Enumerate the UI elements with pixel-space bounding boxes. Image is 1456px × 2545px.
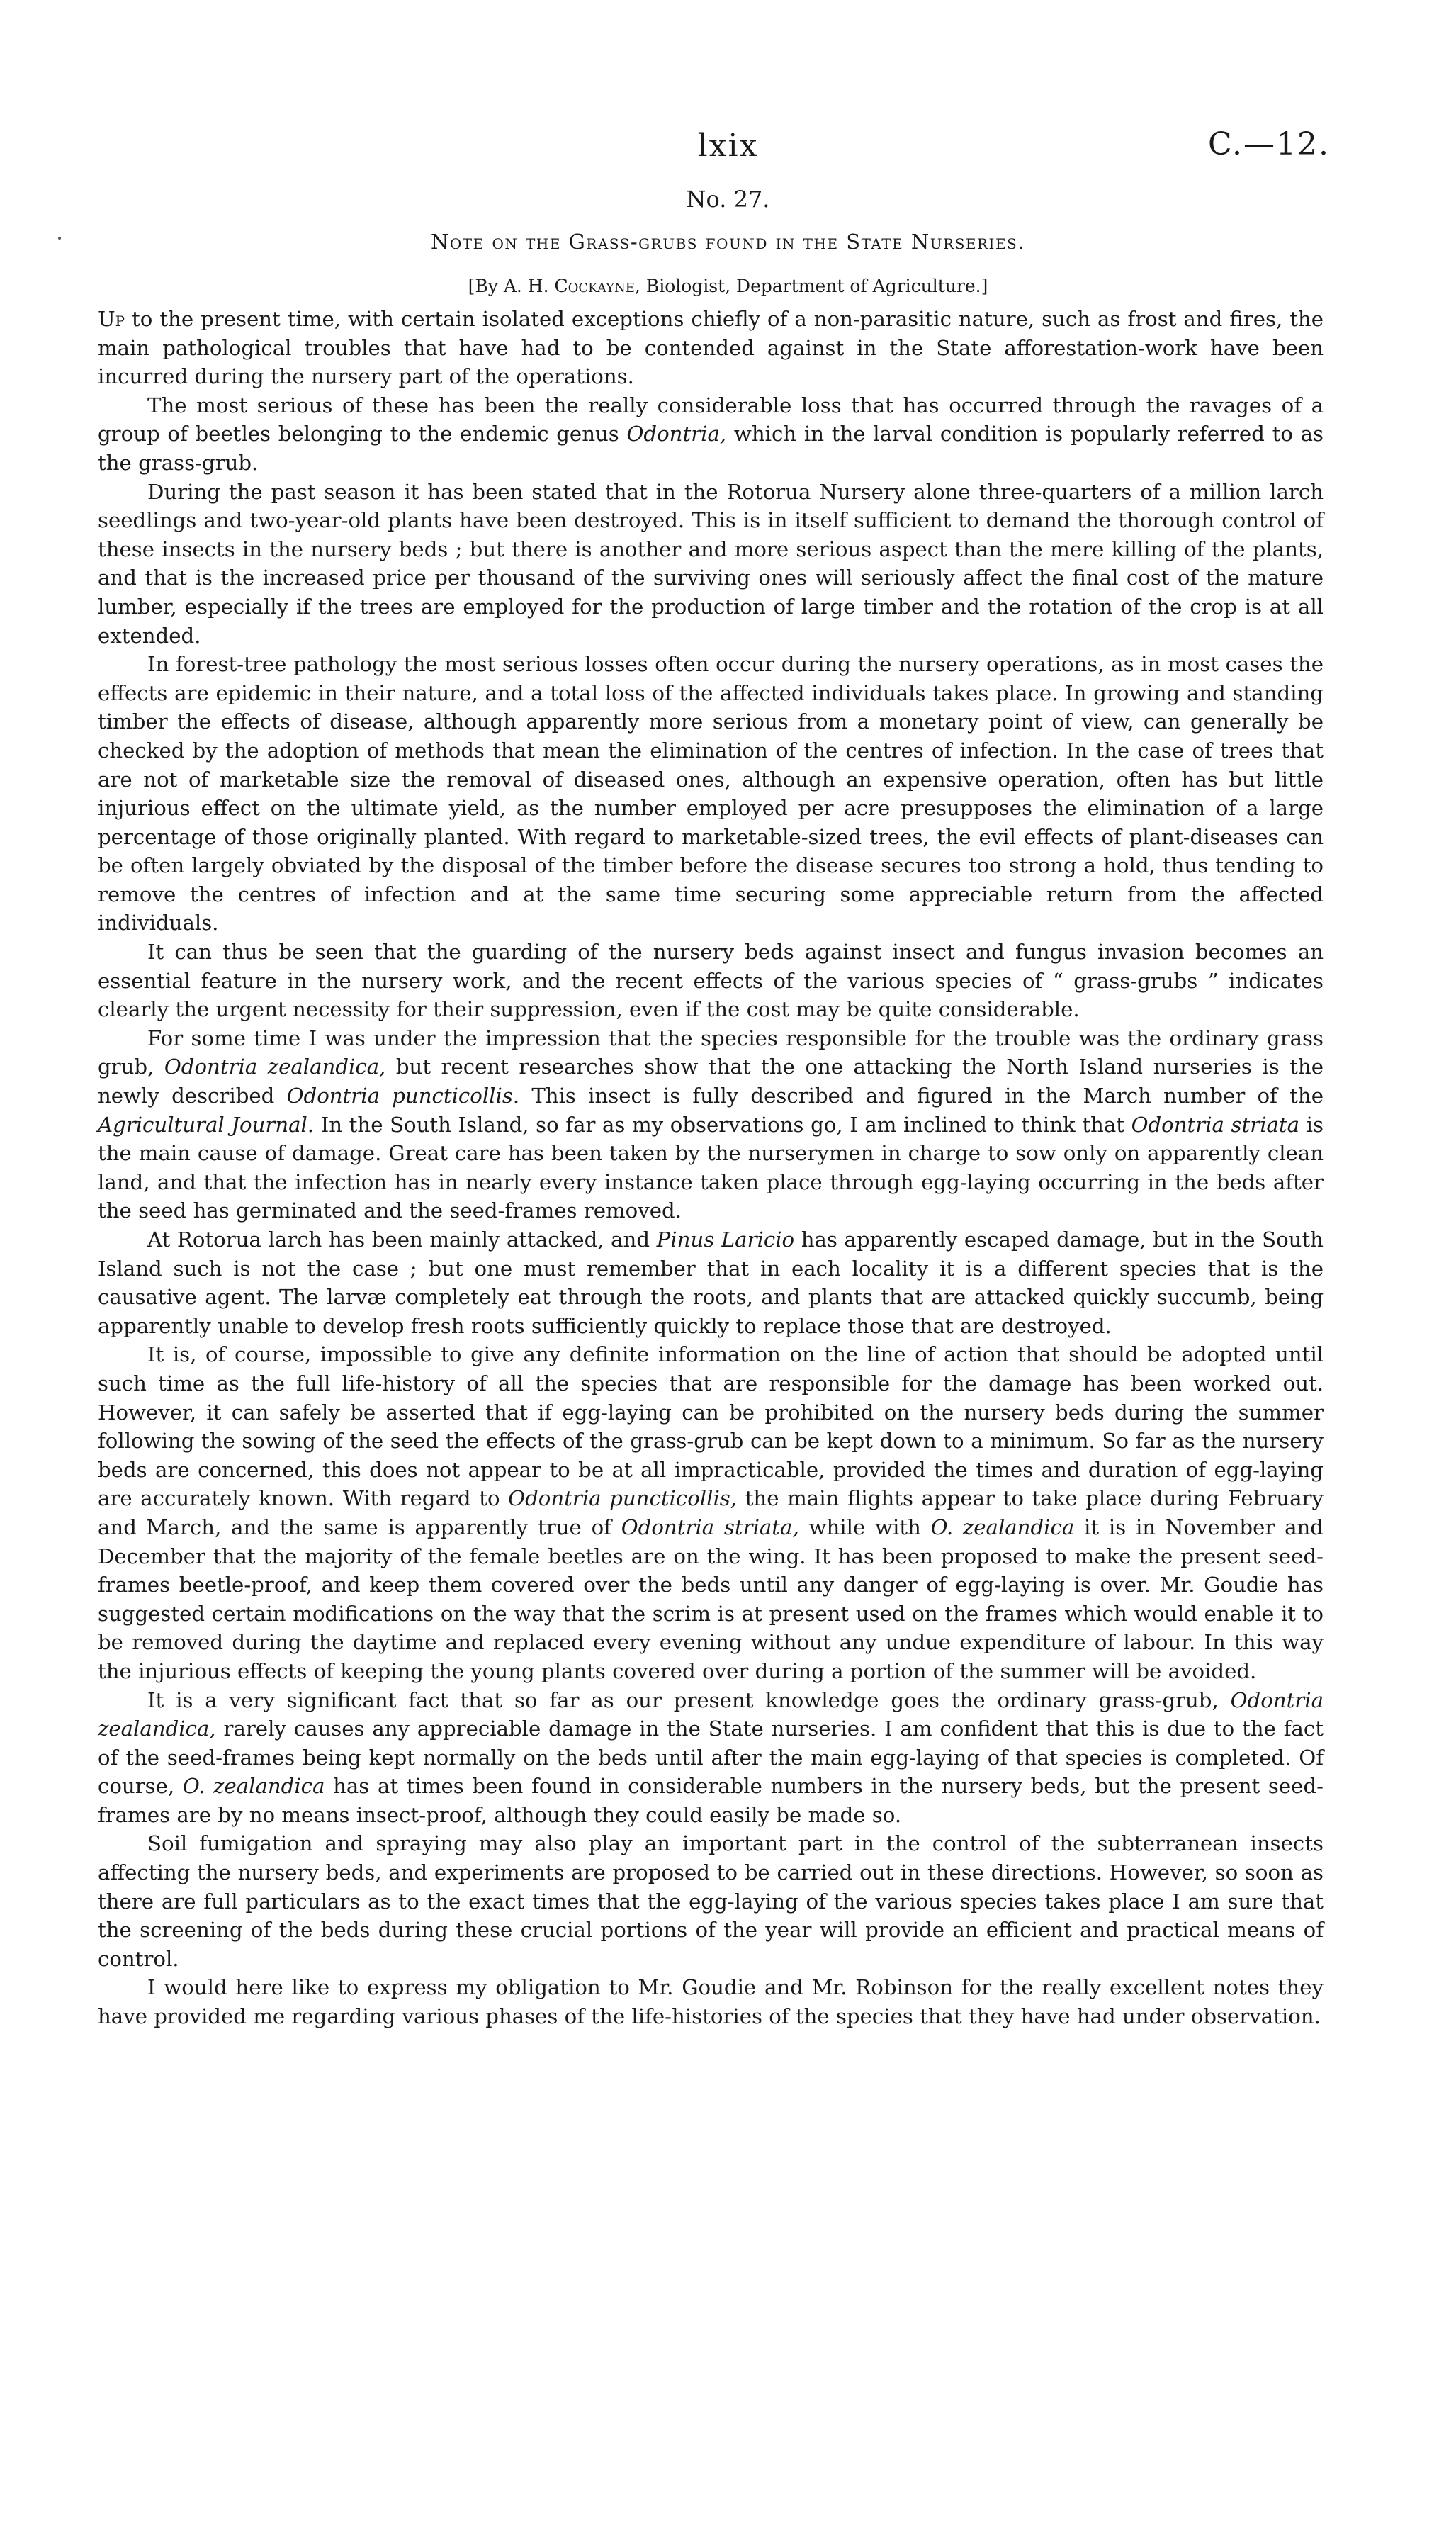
- paragraph-9: [98, 1686, 1324, 1830]
- paragraph-text: The most serious of these has been the really considerable loss that has occurred through the ravages of a group of beetles belonging to the endemic genus: [98, 393, 1324, 446]
- paragraph-11: I would here like to express my obligation to Mr. Goudie and Mr. Robinson for the really excellent notes they have provided me regarding various phases of the life-histories of the species that they have had under observation.: [98, 1975, 1324, 2029]
- paragraph-text: but recent researches show that the one attacking the North Island nurseries is the newly described: [98, 1055, 1324, 1108]
- byline-open: [By: [468, 276, 504, 296]
- italic-term: Odontria puncticollis.: [286, 1084, 520, 1108]
- italic-term: Odontria,: [626, 422, 727, 446]
- italic-term: Pinus Laricio: [656, 1227, 795, 1252]
- italic-term: O. zealandica: [930, 1515, 1075, 1539]
- paragraph-text: is the main cause of damage. Great care has been taken by the nurserymen in charge to sow only on apparently clean land, and that the infection has in nearly every instance taken place through egg-laying occurring in the beds after the seed has germinated and the seed-frames removed.: [98, 1112, 1324, 1223]
- paragraph-4: In forest-tree pathology the most serious losses often occur during the nursery operations, as in most cases the effects are epidemic in their nature, and a total loss of the affected individuals takes place. In growing and standing timber the effects of disease, although apparently more serious from a monetary point of view, can generally be checked by the adoption of methods that mean the elimination of the centres of infection. In the case of trees that are not of marketable size the removal of diseased ones, although an expensive operation, often has but little injurious effect on the ultimate yield, as the number employed per acre presupposes the elimination of a large percentage of those originally planted. With regard to marketable-sized trees, the evil effects of plant-diseases can be often largely obviated by the disposal of the timber before the disease secures too strong a hold, thus tending to remove the centres of infection and at the same time securing some appreciable return from the affected individuals.: [98, 652, 1324, 936]
- page-number: lxix: [697, 128, 759, 164]
- italic-term: Agricultural Journal.: [98, 1112, 315, 1137]
- paragraph-text: rarely causes any appreciable damage in the State nurseries. I am confident that this is due to the fact of the seed-frames being kept normally on the beds until after the main egg-laying of that species is completed. Of course,: [98, 1717, 1324, 1799]
- paragraph-1: [98, 305, 1324, 391]
- paragraph-text: At Rotorua larch has been mainly attacked, and: [147, 1227, 657, 1252]
- paragraph-10: Soil fumigation and spraying may also play an important part in the control of the subterranean insects affecting the nursery beds, and experiments are proposed to be carried out in these directions. However, so soon as there are full particulars as to the exact times that the egg-laying of the various species takes place I am sure that the screening of the beds during these crucial portions of the year will provide an efficient and practical means of control.: [98, 1831, 1324, 1971]
- italic-term: Odontria zealandica,: [164, 1055, 386, 1079]
- paragraph-2: [98, 391, 1324, 478]
- paragraph-text: has at times been found in considerable numbers in the nursery beds, but the present seed-frames are by no means insect-proof, although they could easily be made so.: [98, 1774, 1324, 1827]
- document-number: No. 27.: [686, 186, 770, 213]
- paragraph-text: In the South Island, so far as my observations go, I am inclined to think that: [314, 1112, 1131, 1137]
- paragraph-text: It is a very significant fact that so far as our present knowledge goes the ordinary grass-grub,: [147, 1687, 1231, 1712]
- paragraph-6: [98, 1024, 1324, 1225]
- paragraph-text: which in the larval condition is popularly referred to as the grass-grub.: [98, 422, 1324, 475]
- paragraph-text: to the present time, with certain isolated exceptions chiefly of a non-parasitic nature, such as frost and fires, the main pathological troubles that have had to be contended against in the State afforestation-work have been incurred during the nursery part of the operations.: [98, 307, 1324, 389]
- italic-term: O. zealandica: [182, 1774, 325, 1799]
- paragraph-text: has apparently escaped damage, but in the South Island such is not the case ; but one must remember that in each locality it is a different species that is the causative agent. The larvæ completely eat through the roots, and plants that are attacked quickly succumb, being apparently unable to develop fresh roots sufficiently quickly to replace those that are destroyed.: [98, 1227, 1324, 1338]
- paragraph-text: It is, of course, impossible to give any definite information on the line of action that should be adopted until such time as the full life-history of all the species that are responsible for the damage has been worked out. However, it can safely be asserted that if egg-laying can be prohibited on the nursery beds during the summer following the sowing of the seed the effects of the grass-grub can be kept down to a minimum. So far as the nursery beds are concerned, this does not appear to be at all impracticable, provided the times and duration of egg-laying are accurately known. With regard to: [98, 1342, 1324, 1511]
- paragraph-5: It can thus be seen that the guarding of the nursery beds against insect and fungus invasion becomes an essential feature in the nursery work, and the recent effects of the various species of “ grass-grubs ” indicates clearly the urgent necessity for their suppression, even if the cost may be quite considerable.: [98, 940, 1324, 1022]
- paragraph-text: the main flights appear to take place during February and March, and the same is apparently true of: [98, 1486, 1324, 1539]
- paragraph-8: [98, 1340, 1324, 1685]
- italic-term: Odontria puncticollis,: [508, 1486, 738, 1511]
- byline: [0, 276, 1456, 296]
- byline-rest: Biologist, Department of Agriculture.]: [640, 276, 988, 296]
- paragraph-text: while with: [798, 1515, 931, 1539]
- paragraph-text: This insect is fully described and figured in the March number of the: [519, 1084, 1324, 1108]
- document-title: Note on the Grass-grubs found in the State Nurseries.: [431, 230, 1025, 254]
- article-body: [98, 305, 1324, 2031]
- paragraph-text: it is in November and December that the majority of the female beetles are on the wing. It has been proposed to make the present seed-frames beetle-proof, and keep them covered over the beds until any danger of egg-laying is over. Mr. Goudie has suggested certain modifications on the way that the scrim is at present used on the frames which would enable it to be removed during the daytime and replaced every evening without any undue expenditure of labour. In this way the injurious effects of keeping the young plants covered over during a portion of the summer will be avoided.: [98, 1515, 1324, 1683]
- paragraph-3: During the past season it has been stated that in the Rotorua Nursery alone three-quarters of a million larch seedlings and two-year-old plants have been destroyed. This is in itself sufficient to demand the thorough control of these insects in the nursery beds ; but there is another and more serious aspect than the mere killing of the plants, and that is the increased price per thousand of the surviving ones will seriously affect the final cost of the mature lumber, especially if the trees are employed for the production of large timber and the rotation of the crop is at all extended.: [98, 479, 1324, 648]
- paragraph-text: For some time I was under the impression that the species responsible for the trouble was the ordinary grass grub,: [98, 1026, 1324, 1079]
- byline-author: A. H. Cockayne,: [503, 276, 640, 296]
- lead-word: Up: [98, 307, 125, 331]
- italic-term: Odontria striata: [1131, 1112, 1300, 1137]
- italic-term: Odontria striata,: [621, 1515, 799, 1539]
- paragraph-7: [98, 1225, 1324, 1340]
- italic-term: Odontria zealandica,: [98, 1687, 1324, 1741]
- document-code: C.—12.: [1207, 126, 1330, 162]
